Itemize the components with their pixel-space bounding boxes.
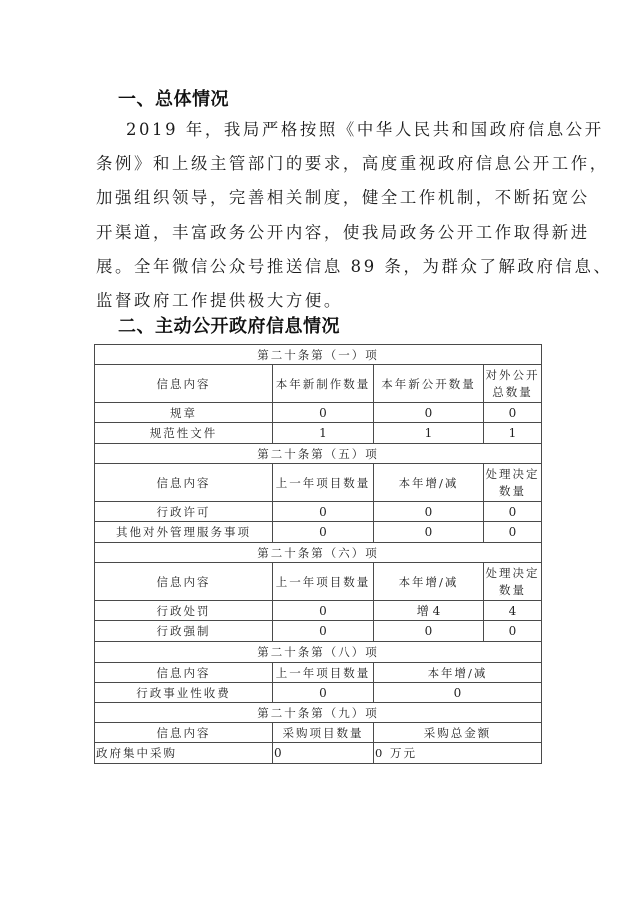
section-title: 第二十条第（八）项	[95, 642, 542, 663]
cell-value: 1	[374, 423, 484, 444]
table-row	[95, 502, 542, 522]
table-header-row	[95, 723, 542, 743]
paragraph-line: 条例》和上级主管部门的要求，高度重视政府信息公开工作，	[96, 154, 609, 174]
row-label: 规范性文件	[95, 423, 273, 444]
row-label: 行政许可	[95, 502, 273, 522]
paragraph-line: 监督政府工作提供极大方便。	[96, 291, 343, 311]
column-header: 信息内容	[95, 563, 273, 601]
row-label: 规章	[95, 403, 273, 423]
cell-value: 0	[273, 683, 374, 703]
table-section-title-row	[95, 543, 542, 563]
section-title: 第二十条第（九）项	[95, 703, 542, 723]
cell-value: 0	[273, 403, 374, 423]
table-row	[95, 423, 542, 444]
paragraph-line: 展。全年微信公众号推送信息 89 条，为群众了解政府信息、	[96, 256, 613, 276]
cell-value: 0	[374, 403, 484, 423]
table-row	[95, 601, 542, 621]
table-section-title-row	[95, 642, 542, 663]
cell-value: 0	[374, 683, 542, 703]
column-header: 信息内容	[95, 464, 273, 502]
column-header: 采购总金额	[374, 723, 542, 743]
table-header-row	[95, 464, 542, 502]
table-header-row	[95, 365, 542, 403]
column-header: 信息内容	[95, 365, 273, 403]
column-header: 信息内容	[95, 723, 273, 743]
section-title: 第二十条第（一）项	[95, 345, 542, 365]
row-label: 行政事业性收费	[95, 683, 273, 703]
section-heading-overview: 一、总体情况	[118, 89, 229, 110]
cell-value: 0	[484, 621, 542, 642]
cell-value: 0	[273, 601, 374, 621]
paragraph-line: 2019 年，我局严格按照《中华人民共和国政府信息公开	[126, 120, 604, 139]
column-header: 采购项目数量	[273, 723, 374, 743]
table-section-title-row	[95, 345, 542, 365]
cell-value: 0	[273, 743, 374, 764]
column-header: 上一年项目数量	[273, 663, 374, 683]
table-row	[95, 621, 542, 642]
cell-value: 0	[374, 502, 484, 522]
table-section-title-row	[95, 703, 542, 723]
table-row	[95, 522, 542, 543]
section-title: 第二十条第（六）项	[95, 543, 542, 563]
column-header: 信息内容	[95, 663, 273, 683]
paragraph-line: 开渠道，丰富政务公开内容，使我局政务公开工作取得新进	[96, 222, 590, 242]
paragraph-line: 加强组织领导，完善相关制度，健全工作机制，不断拓宽公	[96, 188, 590, 208]
cell-value: 1	[273, 423, 374, 444]
section-heading-proactive-disclosure: 二、主动公开政府信息情况	[118, 316, 340, 337]
cell-value: 0 万元	[374, 743, 542, 764]
cell-value: 0	[374, 621, 484, 642]
cell-value: 0	[273, 502, 374, 522]
cell-value: 0	[374, 522, 484, 543]
cell-value: 0	[484, 502, 542, 522]
cell-value: 1	[484, 423, 542, 444]
row-label: 行政强制	[95, 621, 273, 642]
column-header: 处理决定数量	[484, 563, 542, 601]
column-header: 上一年项目数量	[273, 563, 374, 601]
table-row	[95, 403, 542, 423]
table-row	[95, 683, 542, 703]
table-header-row	[95, 563, 542, 601]
column-header: 本年增/减	[374, 464, 484, 502]
table-header-row	[95, 663, 542, 683]
cell-value: 增 4	[374, 601, 484, 621]
column-header: 处理决定数量	[484, 464, 542, 502]
row-label: 其他对外管理服务事项	[95, 522, 273, 543]
cell-value: 0	[273, 522, 374, 543]
column-header: 本年增/减	[374, 663, 542, 683]
table-section-title-row	[95, 444, 542, 464]
table-row	[95, 743, 542, 764]
row-label: 政府集中采购	[95, 743, 273, 764]
section-title: 第二十条第（五）项	[95, 444, 542, 464]
cell-value: 4	[484, 601, 542, 621]
cell-value: 0	[273, 621, 374, 642]
row-label: 行政处罚	[95, 601, 273, 621]
cell-value: 0	[484, 522, 542, 543]
disclosure-table	[94, 344, 542, 764]
column-header: 本年增/减	[374, 563, 484, 601]
column-header: 本年新公开数量	[374, 365, 484, 403]
overview-paragraph	[96, 113, 613, 318]
column-header: 对外公开总数量	[484, 365, 542, 403]
column-header: 上一年项目数量	[273, 464, 374, 502]
column-header: 本年新制作数量	[273, 365, 374, 403]
cell-value: 0	[484, 403, 542, 423]
